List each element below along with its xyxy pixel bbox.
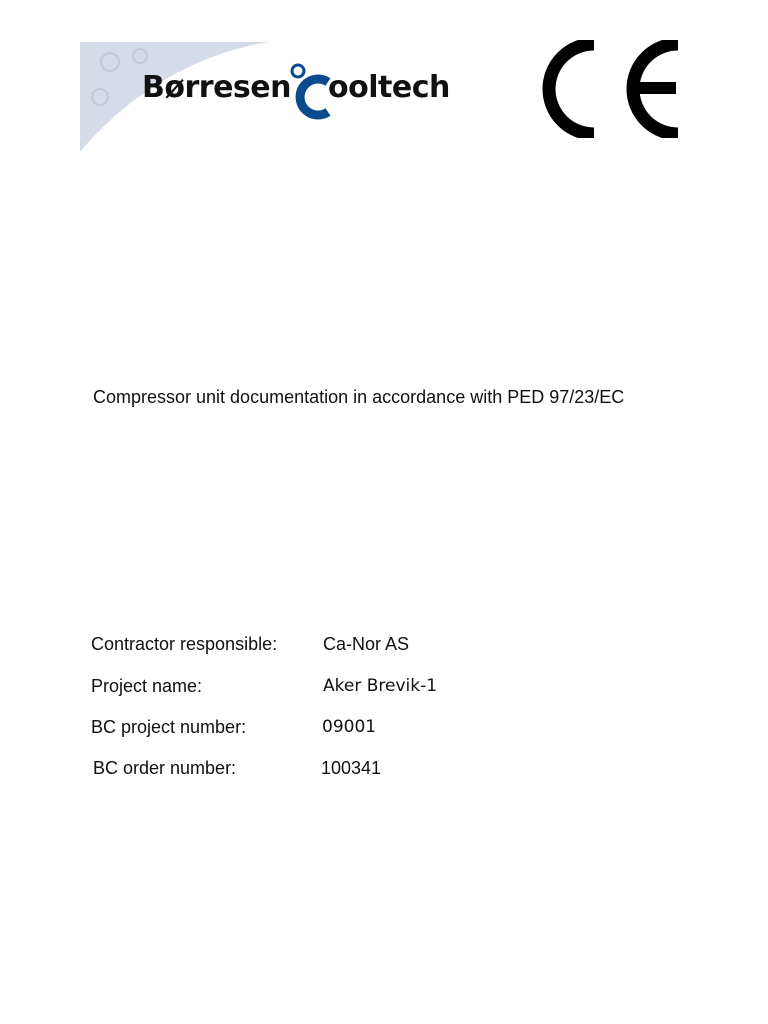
field-label: BC order number:: [93, 758, 237, 778]
logo-c-degree-icon: [290, 62, 332, 122]
ce-mark-icon: [536, 40, 680, 138]
field-label: BC project number:: [91, 717, 247, 737]
field-label: Project name:: [91, 676, 203, 696]
logo-word-borresen: Børresen: [142, 70, 291, 105]
company-logo: [80, 42, 450, 152]
field-label: Contractor responsible:: [91, 634, 278, 654]
document-title: Compressor unit documentation in accordance with PED 97/23/EC: [93, 387, 625, 407]
logo-word-cooltech: ooltech: [328, 70, 450, 105]
field-value: Ca-Nor AS: [323, 634, 410, 654]
field-value: 100341: [321, 758, 382, 778]
field-value: 09001: [322, 717, 377, 737]
field-value: Aker Brevik-1: [323, 676, 438, 696]
